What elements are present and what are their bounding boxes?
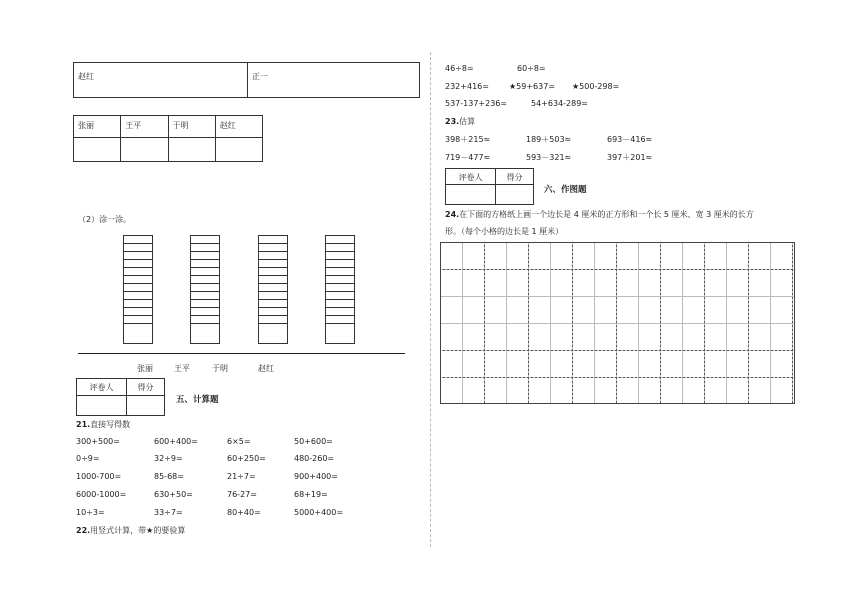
q21-item: 6×5= (227, 437, 251, 446)
q21-item: 10÷3= (76, 508, 105, 517)
q23-title (445, 116, 475, 127)
bar-cell[interactable] (190, 251, 220, 259)
estimate-item: 189＋503≈ (526, 135, 572, 144)
names-header-1: 王平 (121, 116, 168, 138)
bar-cell[interactable] (258, 251, 288, 259)
bar-cell[interactable] (123, 251, 153, 259)
names-header-3: 赵红 (215, 116, 262, 138)
bar-cell[interactable] (258, 323, 288, 344)
bar-cell[interactable] (258, 315, 288, 323)
q24-line1 (445, 209, 754, 220)
bar-cell[interactable] (258, 259, 288, 267)
q21-number: 21. (76, 420, 91, 429)
bar-cell[interactable] (258, 299, 288, 307)
bar-cell[interactable] (123, 307, 153, 315)
calc-item-starred: ★500-298= (572, 82, 620, 91)
q21-item: 32÷9= (154, 454, 183, 463)
q21-item: 80+40= (227, 508, 261, 517)
bar-cell[interactable] (325, 251, 355, 259)
q21-item: 6000-1000= (76, 490, 127, 499)
score-box-right-cell2[interactable] (496, 185, 534, 205)
calc-item: 60÷8= (517, 64, 546, 73)
drawing-grid[interactable] (440, 242, 795, 404)
bar-cell[interactable] (325, 235, 355, 243)
estimate-item: 693－416≈ (607, 135, 653, 144)
bar-cell[interactable] (123, 283, 153, 291)
q21-item: 5000+400= (294, 508, 344, 517)
bar-cell[interactable] (123, 259, 153, 267)
bar-cell[interactable] (258, 267, 288, 275)
bar-cell[interactable] (123, 267, 153, 275)
q21-item: 1000-700= (76, 472, 122, 481)
tally-table (73, 62, 420, 98)
calc-item: 54+634-289= (531, 99, 589, 108)
score-box-left (76, 378, 165, 416)
tally-mark: 正一 (252, 72, 268, 81)
bar-cell[interactable] (325, 267, 355, 275)
bar-cell[interactable] (325, 283, 355, 291)
bar-cell[interactable] (325, 243, 355, 251)
q21-text: 直接写得数 (90, 420, 131, 429)
estimate-item: 593－321≈ (526, 153, 572, 162)
q24-line2: 形。（每个小格的边长是 1 厘米） (445, 227, 564, 236)
section5-title: 五、计算题 (176, 395, 219, 405)
q22-number: 22. (76, 526, 91, 535)
q21-item: 60+250= (227, 454, 266, 463)
bar-cell[interactable] (123, 299, 153, 307)
q21-item: 300+500= (76, 437, 120, 446)
tally-name: 赵红 (78, 72, 94, 81)
q21-item: 50+600= (294, 437, 333, 446)
bar-cell[interactable] (325, 307, 355, 315)
bar-cell[interactable] (258, 283, 288, 291)
calc-item: 232+416= (445, 82, 489, 91)
names-header-0: 张丽 (74, 116, 121, 138)
q21-item: 0÷9= (76, 454, 100, 463)
calc-item: 46÷8= (445, 64, 474, 73)
q23-number: 23. (445, 117, 460, 126)
bar-cell[interactable] (325, 275, 355, 283)
score-box-right-col2: 得分 (496, 169, 534, 185)
q21-item: 600+400= (154, 437, 198, 446)
estimate-item: 398＋215≈ (445, 135, 491, 144)
q21-item: 68+19= (294, 490, 328, 499)
bar-cell[interactable] (325, 299, 355, 307)
bar-cell[interactable] (123, 275, 153, 283)
section6-title: 六、作图题 (544, 185, 587, 195)
q21-item: 900+400= (294, 472, 338, 481)
bar-cell[interactable] (258, 243, 288, 251)
q24-number: 24. (445, 210, 460, 219)
tally-mark-cell (248, 63, 420, 98)
score-box-left-col1: 评卷人 (77, 379, 127, 396)
calc-item-starred: ★59+637= (509, 82, 556, 91)
bar-cell[interactable] (258, 235, 288, 243)
bar-cell[interactable] (190, 323, 220, 344)
q22-text: 用竖式计算，带★的要验算 (90, 526, 186, 535)
score-box-left-cell1[interactable] (77, 396, 127, 416)
estimate-item: 397＋201≈ (607, 153, 653, 162)
names-cell-2 (168, 138, 215, 162)
estimate-item: 719－477≈ (445, 153, 491, 162)
q21-item: 33÷7= (154, 508, 183, 517)
score-box-left-col2: 得分 (127, 379, 165, 396)
bar-cell[interactable] (123, 235, 153, 243)
bar-cell[interactable] (325, 323, 355, 344)
bar-cell[interactable] (190, 259, 220, 267)
q21-item: 76-27= (227, 490, 257, 499)
score-box-left-cell2[interactable] (127, 396, 165, 416)
names-cell-3 (215, 138, 262, 162)
bar-cell[interactable] (123, 315, 153, 323)
coloring-prompt: （2）涂一涂。 (78, 215, 132, 224)
q24-text: 在下面的方格纸上画一个边长是 4 厘米的正方形和一个长 5 厘米、宽 3 厘米的长方 (459, 210, 754, 219)
bar-cell[interactable] (190, 307, 220, 315)
bar-cell[interactable] (123, 243, 153, 251)
bar-column-2[interactable] (258, 235, 288, 344)
bar-label-1: 王平 (174, 364, 190, 373)
bar-label-3: 赵红 (258, 364, 274, 373)
q21-item: 480-260= (294, 454, 335, 463)
bar-cell[interactable] (258, 291, 288, 299)
bar-column-3[interactable] (325, 235, 355, 344)
q21-item: 85-68= (154, 472, 184, 481)
bar-label-2: 于明 (212, 364, 228, 373)
score-box-right-col1: 评卷人 (446, 169, 496, 185)
bar-cell[interactable] (190, 315, 220, 323)
q21-title (76, 419, 130, 430)
bar-cell[interactable] (190, 299, 220, 307)
score-box-right (445, 168, 534, 205)
bar-cell[interactable] (258, 307, 288, 315)
bar-column-0[interactable] (123, 235, 153, 344)
bar-column-1[interactable] (190, 235, 220, 344)
page-divider (430, 52, 431, 547)
bar-cell[interactable] (190, 275, 220, 283)
names-cell-1 (121, 138, 168, 162)
names-table (73, 115, 263, 162)
q22-title (76, 525, 185, 536)
bar-cell[interactable] (190, 267, 220, 275)
bar-cell[interactable] (190, 235, 220, 243)
names-header-2: 于明 (168, 116, 215, 138)
score-box-right-cell1[interactable] (446, 185, 496, 205)
bar-cell[interactable] (325, 291, 355, 299)
baseline (78, 353, 405, 354)
q21-item: 630+50= (154, 490, 193, 499)
bar-cell[interactable] (190, 291, 220, 299)
bar-cell[interactable] (325, 259, 355, 267)
tally-name-cell (74, 63, 248, 98)
bar-cell[interactable] (123, 323, 153, 344)
q23-text: 估算 (459, 117, 476, 126)
bar-cell[interactable] (190, 283, 220, 291)
calc-item: 537-137+236= (445, 99, 508, 108)
bar-cell[interactable] (123, 291, 153, 299)
names-cell-0 (74, 138, 121, 162)
bar-cell[interactable] (258, 275, 288, 283)
bar-cell[interactable] (325, 315, 355, 323)
bar-cell[interactable] (190, 243, 220, 251)
q21-item: 21÷7= (227, 472, 256, 481)
bar-label-0: 张丽 (137, 364, 153, 373)
